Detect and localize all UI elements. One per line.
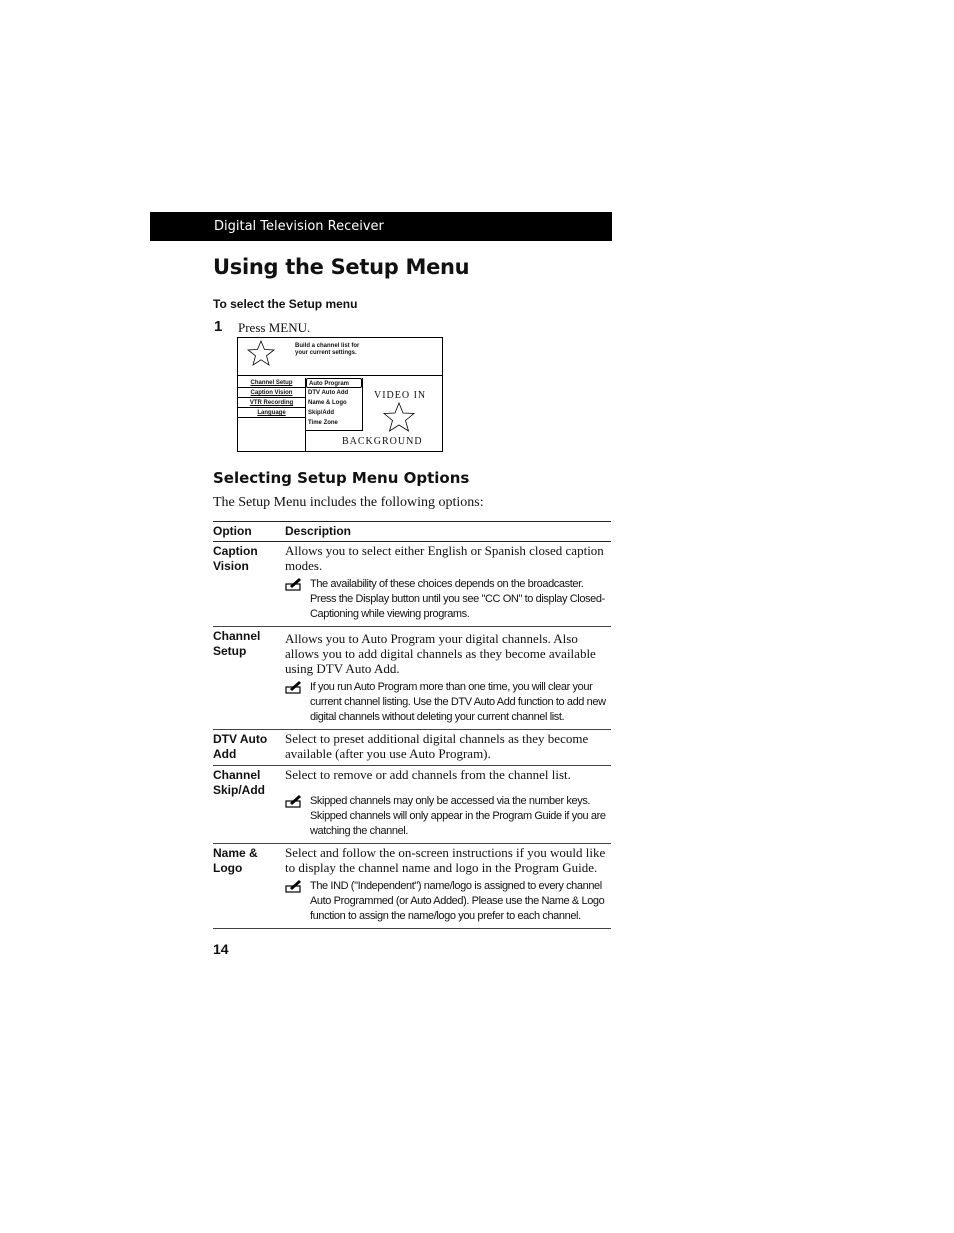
screen-submenu-item: Skip/Add (308, 410, 335, 416)
star-icon (246, 340, 276, 366)
note-pencil-icon (285, 577, 303, 591)
option-name: Channel Setup (213, 629, 261, 658)
option-description: Allows you to select either English or Spanish closed caption modes. (285, 543, 604, 573)
note (285, 794, 611, 843)
note-text: If you run Auto Program more than one time, you will clear your current channel listing. Use the DTV Auto Add function to add new digital channels without deleting your current channel list. (310, 681, 606, 723)
table-row (213, 844, 611, 929)
screen-submenu-item: Auto Program (306, 378, 362, 388)
options-table (213, 521, 611, 929)
note-pencil-icon (285, 794, 303, 808)
screen-submenu-item: DTV Auto Add (308, 390, 349, 396)
subhead: To select the Setup menu (213, 297, 358, 311)
table-row (213, 542, 611, 627)
screen-menu-list (238, 378, 306, 451)
screen-menu-item: Caption Vision (238, 388, 305, 398)
note-pencil-icon (285, 879, 303, 893)
section-header-bar (150, 212, 612, 241)
table-row (213, 730, 611, 766)
screen-message-box (238, 338, 442, 376)
option-name: Name & Logo (213, 846, 258, 875)
note-text: The availability of these choices depends on the broadcaster. Press the Display button until you see "CC ON" to display Closed-Captioning while viewing programs. (310, 578, 605, 620)
video-in-label: VIDEO IN (374, 390, 427, 401)
option-name: DTV Auto Add (213, 732, 268, 761)
note (285, 879, 611, 928)
page-number: 14 (213, 941, 229, 957)
note (285, 680, 611, 729)
description-column-header: Description (285, 524, 352, 538)
section-title: Selecting Setup Menu Options (213, 469, 470, 487)
screen-menu-item: VTR Recording (238, 398, 305, 408)
table-row (213, 766, 611, 844)
option-description: Allows you to Auto Program your digital channels. Also allows you to add digital channels as they become available using DTV Auto Add. (285, 631, 596, 676)
note-text: The IND ("Independent") name/logo is assigned to every channel Auto Programmed (or Auto Added). Please use the Name & Logo function to assign the name/logo you prefer to each channel. (310, 880, 605, 922)
options-table-header (213, 521, 611, 542)
screen-submenu-item: Name & Logo (308, 400, 347, 406)
step-text: Press MENU. (238, 320, 311, 335)
intro-text: The Setup Menu includes the following options: (213, 495, 484, 510)
background-label: BACKGROUND (342, 436, 423, 447)
option-description: Select to remove or add channels from the channel list. (285, 767, 571, 782)
option-name: Caption Vision (213, 544, 258, 573)
note (285, 577, 611, 626)
page-title: Using the Setup Menu (213, 255, 470, 279)
star-icon (382, 402, 416, 432)
table-row (213, 627, 611, 730)
option-column-header: Option (213, 524, 252, 538)
setup-menu-screen-illustration (237, 337, 443, 452)
screen-menu-item: Language (238, 408, 305, 418)
section-header-title: Digital Television Receiver (214, 219, 384, 234)
step-number: 1 (214, 318, 223, 335)
screen-submenu-list (306, 378, 363, 431)
note-text: Skipped channels may only be accessed via the number keys. Skipped channels will only appear in the Program Guide if you are watching the channel. (310, 795, 606, 837)
note-pencil-icon (285, 680, 303, 694)
screen-submenu-item: Time Zone (308, 420, 338, 426)
screen-menu-item: Channel Setup (238, 378, 305, 388)
screen-message: Build a channel list for your current settings. (295, 343, 360, 356)
option-name: Channel Skip/Add (213, 768, 266, 797)
option-description: Select and follow the on-screen instructions if you would like to display the channel name and logo in the Program Guide. (285, 845, 606, 875)
option-description: Select to preset additional digital channels as they become available (after you use Auto Program). (285, 731, 589, 761)
